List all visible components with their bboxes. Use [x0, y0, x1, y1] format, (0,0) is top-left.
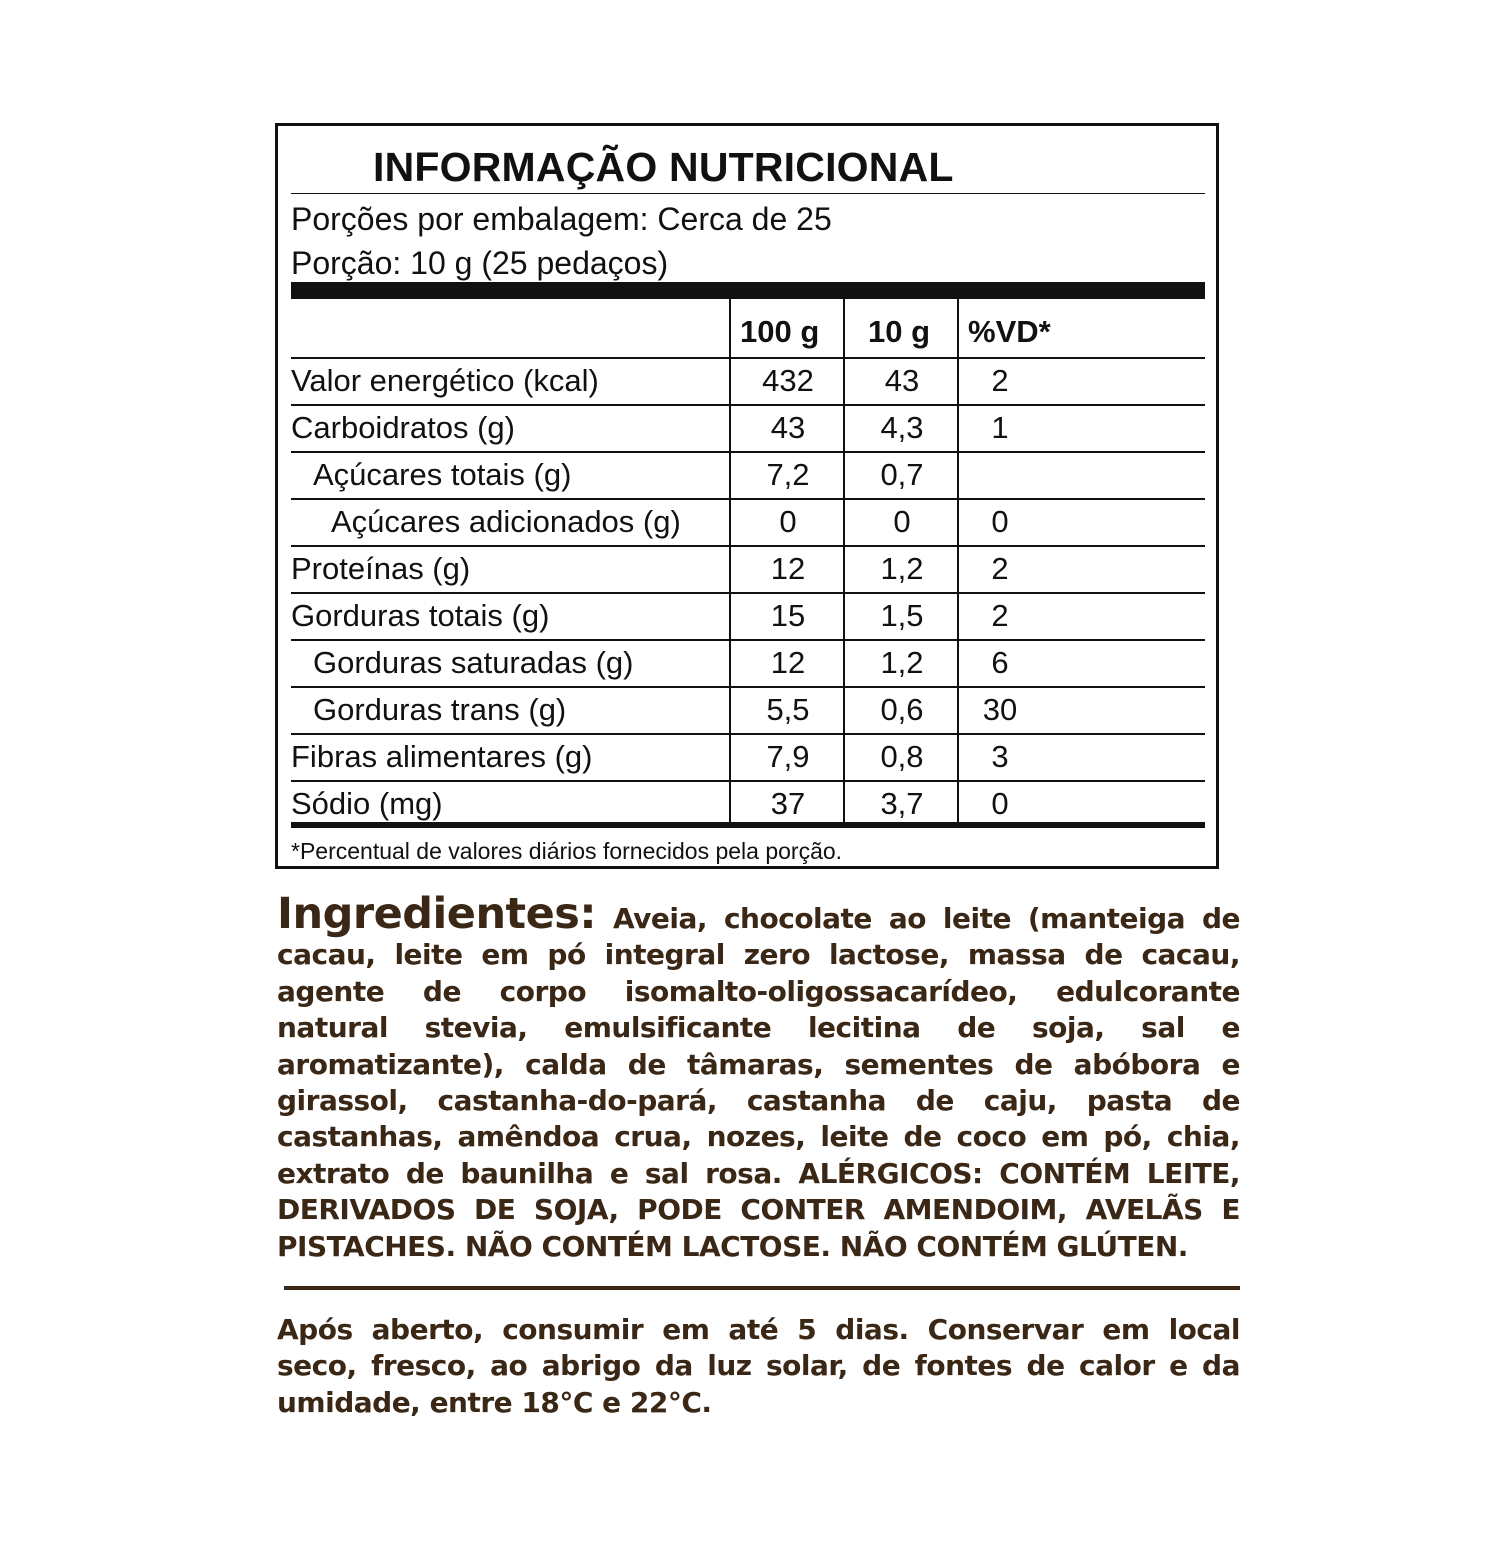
row-divider [291, 498, 1205, 500]
daily-value-cell: 2 [991, 551, 1009, 586]
row-divider [291, 592, 1205, 594]
daily-value-cell: 6 [991, 645, 1009, 680]
nutrition-title: INFORMAÇÃO NUTRICIONAL [373, 144, 954, 190]
ingredients-section [277, 889, 1241, 1265]
nutrition-facts-table [275, 123, 1219, 869]
value-100g-cell: 5,5 [766, 692, 810, 727]
column-header-portion: 10 g [868, 314, 931, 349]
value-100g-cell: 12 [770, 551, 806, 586]
row-divider [291, 780, 1205, 782]
nutrient-name: Fibras alimentares (g) [291, 739, 593, 774]
nutrient-name: Gorduras trans (g) [313, 692, 567, 727]
nutrient-name: Proteínas (g) [291, 551, 471, 586]
allergens-text: ALÉRGICOS: CONTÉM LEITE, DERIVADOS DE SOJA, PODE CONTER AMENDOIM, AVELÃS E PISTACHES. NÃO CONTÉM LACTOSE. NÃO CONTÉM GLÚTEN. [277, 1156, 1240, 1263]
value-portion-cell: 0,6 [880, 692, 924, 727]
row-divider [291, 733, 1205, 735]
column-header-vd: %VD* [968, 314, 1051, 349]
section-divider [284, 1286, 1240, 1290]
title-divider [291, 193, 1205, 194]
row-divider [291, 404, 1205, 406]
value-100g-cell: 432 [762, 363, 814, 398]
nutrient-name: Carboidratos (g) [291, 410, 515, 445]
serving-size: Porção: 10 g (25 pedaços) [291, 245, 669, 281]
value-portion-cell: 3,7 [880, 786, 924, 821]
value-100g-cell: 37 [770, 786, 806, 821]
nutrition-footnote: *Percentual de valores diários fornecidos pela porção. [291, 838, 843, 864]
nutrient-name: Sódio (mg) [291, 786, 443, 821]
value-portion-cell: 1,2 [880, 645, 924, 680]
value-portion-cell: 1,2 [880, 551, 924, 586]
nutrient-name: Açúcares totais (g) [313, 457, 572, 492]
value-portion-cell: 43 [884, 363, 920, 398]
bottom-divider [291, 822, 1205, 828]
value-portion-cell: 1,5 [880, 598, 924, 633]
nutrient-name: Valor energético (kcal) [291, 363, 599, 398]
thick-divider [291, 282, 1205, 299]
row-divider [291, 357, 1205, 359]
column-separator [729, 299, 731, 828]
ingredients-text: Aveia, chocolate ao leite (manteiga de cacau, leite em pó integral zero lactose, massa de cacau, agente de corpo isomalto-oligossacarídeo, edulcorante natural stevia, emulsificante lecitina de soja, sal e aromatizante), calda de tâmaras, sementes de abóbora e girassol, castanha-do-pará, castanha de caju, pasta de castanhas, amêndoa crua, nozes, leite de coco em pó, chia, extrato de baunilha e sal rosa. [277, 902, 1241, 1190]
storage-instructions: Após aberto, consumir em até 5 dias. Conservar em local seco, fresco, ao abrigo da luz solar, de fontes de calor e da umidade, entre 18°C e 22°C. [277, 1313, 1240, 1419]
daily-value-cell: 0 [991, 504, 1009, 539]
value-100g-cell: 12 [770, 645, 806, 680]
servings-per-package: Porções por embalagem: Cerca de 25 [291, 201, 832, 237]
value-portion-cell: 4,3 [880, 410, 924, 445]
value-100g-cell: 43 [770, 410, 806, 445]
value-portion-cell: 0,8 [880, 739, 924, 774]
row-divider [291, 451, 1205, 453]
daily-value-cell: 30 [982, 692, 1018, 727]
row-divider [291, 686, 1205, 688]
value-100g-cell: 15 [770, 598, 806, 633]
value-100g-cell: 7,2 [766, 457, 810, 492]
daily-value-cell: 2 [991, 363, 1009, 398]
value-portion-cell: 0,7 [880, 457, 924, 492]
value-100g-cell: 7,9 [766, 739, 810, 774]
daily-value-cell: 2 [991, 598, 1009, 633]
row-divider [291, 545, 1205, 547]
nutrient-name: Gorduras totais (g) [291, 598, 550, 633]
ingredients-heading: Ingredientes: [277, 889, 597, 939]
nutrient-name: Açúcares adicionados (g) [331, 504, 681, 539]
value-100g-cell: 0 [779, 504, 797, 539]
daily-value-cell: 1 [991, 410, 1009, 445]
row-divider [291, 639, 1205, 641]
value-portion-cell: 0 [893, 504, 911, 539]
nutrient-name: Gorduras saturadas (g) [313, 645, 634, 680]
daily-value-cell: 3 [991, 739, 1009, 774]
column-header-100g: 100 g [740, 314, 820, 349]
daily-value-cell: 0 [991, 786, 1009, 821]
